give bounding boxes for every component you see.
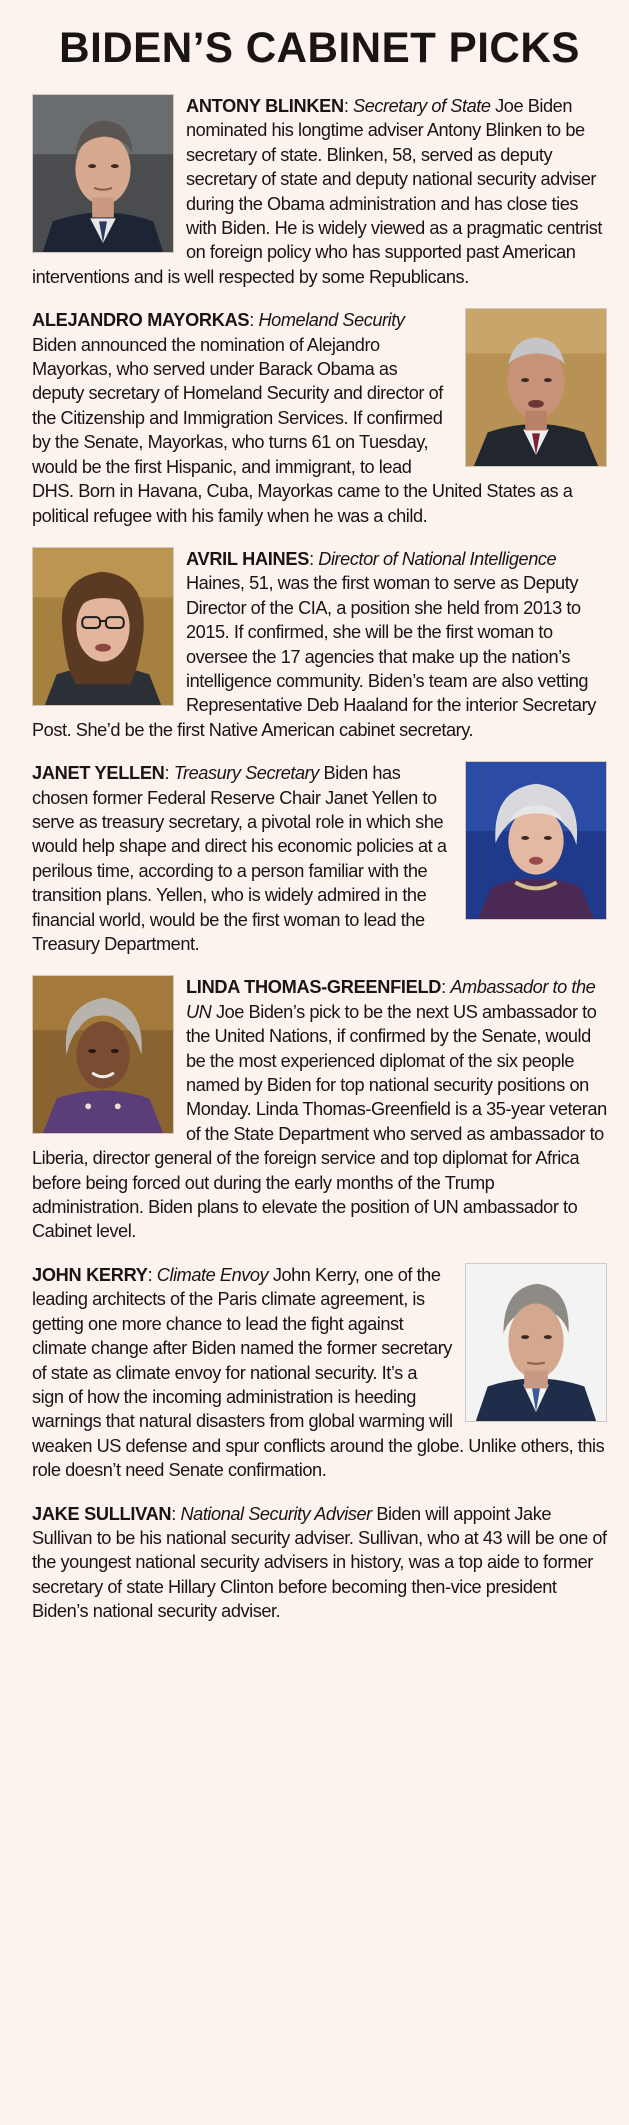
thomas-greenfield-portrait [32, 975, 174, 1134]
kerry-portrait [465, 1263, 607, 1422]
mayorkas-text: Biden announced the nomination of Alejandro Mayorkas, who served under Barack Obama as deputy secretary of Homeland Security and director of the Citizenship and Immigration Services. If confirmed by the Senate, Mayorkas, who turns 61 on Tuesday, would be the first Hispanic, and immigrant, to lead DHS. Born in Havana, Cuba, Mayorkas came to the United States as a political refugee with his family when he was a child. [32, 334, 573, 526]
blinken-text: Joe Biden nominated his longtime adviser Antony Blinken to be secretary of state. Blinken, 58, served as deputy secretary of state and deputy national security adviser during the Obama administration and has close ties with Biden. He is widely viewed as a pragmatic centrist on foreign policy who has supported past American interventions and is well respected by some Republicans. [32, 96, 602, 287]
yellen-name: JANET YELLEN [32, 763, 165, 784]
entry-thomas-greenfield: LINDA THOMAS-GREENFIELD: Ambassador to the UN Joe Biden’s pick to be the next US ambassador to the United Nations, if confirmed by the Senate, would be the most experienced diplomat of the six people named by Biden for top national security positions on Monday. Linda Thomas-Greenfield is a 35-year veteran of the State Department who served as ambassador to Liberia, director general of the foreign service and top diplomat for Africa before being forced out during the early months of the Trump administration. Biden plans to elevate the position of UN ambassador to Cabinet level. [32, 977, 607, 1242]
yellen-text: Biden has chosen former Federal Reserve Chair Janet Yellen to serve as treasury secretary, a pivotal role in which she would help shape and direct his economic policies at a perilous time, according to a person familiar with the transition plans. Yellen, who is widely admired in the financial world, would be the first woman to lead the Treasury Department. [32, 763, 447, 954]
entry-blinken: ANTONY BLINKEN: Secretary of State Joe Biden nominated his longtime adviser Antony Blinken to be secretary of state. Blinken, 58, served as deputy secretary of state and deputy national security adviser during the Obama administration and has close ties with Biden. He is widely viewed as a pragmatic centrist on foreign policy who has supported past American interventions and is well respected by some Republicans. [32, 96, 602, 287]
haines-text: Haines, 51, was the first woman to serve as Deputy Director of the CIA, a position she held from 2013 to 2015. If confirmed, she will be the first woman to oversee the 17 agencies that make up the nation’s intelligence community. Biden’s team are also vetting Representative Deb Haaland for the interior Secretary Post. She’d be the first Native American cabinet secretary. [32, 573, 596, 740]
kerry-text: John Kerry, one of the leading architects of the Paris climate agreement, is getting one more chance to lead the fight against climate change after Biden named the former secretary of state as climate envoy for national security. It’s a sign of how the incoming administration is heeding warnings that natural disasters from global warming will weaken US defense and spur conflicts around the globe. Unlike others, this role doesn’t need Senate confirmation. [32, 1264, 605, 1481]
haines-name: AVRIL HAINES [186, 548, 310, 569]
thomas-greenfield-name: LINDA THOMAS-GREENFIELD [186, 977, 442, 998]
kerry-name: JOHN KERRY [32, 1264, 148, 1285]
sullivan-text: Biden will appoint Jake Sullivan to be his national security adviser. Sullivan, who at 43 will be one of the youngest national security advisers in history, was a top aide to former secretary of state Hillary Clinton before becoming then-vice president Biden’s national security adviser. [32, 1503, 607, 1622]
mayorkas-name: ALEJANDRO MAYORKAS [32, 310, 250, 331]
entry-sullivan: JAKE SULLIVAN: National Security Adviser Biden will appoint Jake Sullivan to be his national security adviser. Sullivan, who at 43 will be one of the youngest national security advisers in history, was a top aide to former secretary of state Hillary Clinton before becoming then-vice president Biden’s national security adviser. [32, 1503, 607, 1622]
blinken-role: Secretary of State [353, 96, 491, 116]
entry-haines: AVRIL HAINES: Director of National Intelligence Haines, 51, was the first woman to serve as Deputy Director of the CIA, a position she held from 2013 to 2015. If confirmed, she will be the first woman to oversee the 17 agencies that make up the nation’s intelligence community. Biden’s team are also vetting Representative Deb Haaland for the interior Secretary Post. She’d be the first Native American cabinet secretary. [32, 548, 596, 740]
yellen-role: Treasury Secretary [173, 763, 319, 784]
entry-mayorkas: ALEJANDRO MAYORKAS: Homeland Security Biden announced the nomination of Alejandro Mayorkas, who served under Barack Obama as deputy secretary of Homeland Security and director of the Citizenship and Immigration Services. If confirmed by the Senate, Mayorkas, who turns 61 on Tuesday, would be the first Hispanic, and immigrant, to lead DHS. Born in Havana, Cuba, Mayorkas came to the United States as a political refugee with his family when he was a child. [32, 308, 607, 528]
sullivan-role: National Security Adviser [180, 1503, 372, 1524]
sullivan-name: JAKE SULLIVAN [32, 1503, 172, 1524]
entry-kerry: JOHN KERRY: Climate Envoy John Kerry, one of the leading architects of the Paris climate agreement, is getting one more chance to lead the fight against climate change after Biden named the former secretary of state as climate envoy for national security. It’s a sign of how the incoming administration is heeding warnings that natural disasters from global warming will weaken US defense and spur conflicts around the globe. Unlike others, this role doesn’t need Senate confirmation. [32, 1263, 607, 1483]
yellen-portrait [465, 761, 607, 920]
haines-portrait [32, 547, 174, 706]
entry-yellen: JANET YELLEN: Treasury Secretary Biden has chosen former Federal Reserve Chair Janet Yellen to serve as treasury secretary, a pivotal role in which she would help shape and direct his economic policies at a perilous time, according to a person familiar with the transition plans. Yellen, who is widely admired in the financial world, would be the first woman to lead the Treasury Department. [32, 761, 607, 956]
thomas-greenfield-text: Joe Biden’s pick to be the next US ambassador to the United Nations, if confirmed by the Senate, would be the most experienced diplomat of the six people named by Biden for top national security positions on Monday. Linda Thomas-Greenfield is a 35-year veteran of the State Department who served as ambassador to Liberia, director general of the foreign service and top diplomat for Africa before being forced out during the early months of the Trump administration. Biden plans to elevate the position of UN ambassador to Cabinet level. [32, 1001, 607, 1242]
kerry-role: Climate Envoy [156, 1264, 269, 1285]
blinken-name: ANTONY BLINKEN [186, 96, 344, 116]
page-title: BIDEN’S CABINET PICKS [59, 24, 580, 72]
mayorkas-role: Homeland Security [258, 310, 405, 331]
thomas-greenfield-role: Ambassador to the UN [186, 977, 596, 1022]
blinken-portrait [32, 94, 174, 253]
haines-role: Director of National Intelligence [318, 548, 557, 569]
mayorkas-portrait [465, 308, 607, 467]
